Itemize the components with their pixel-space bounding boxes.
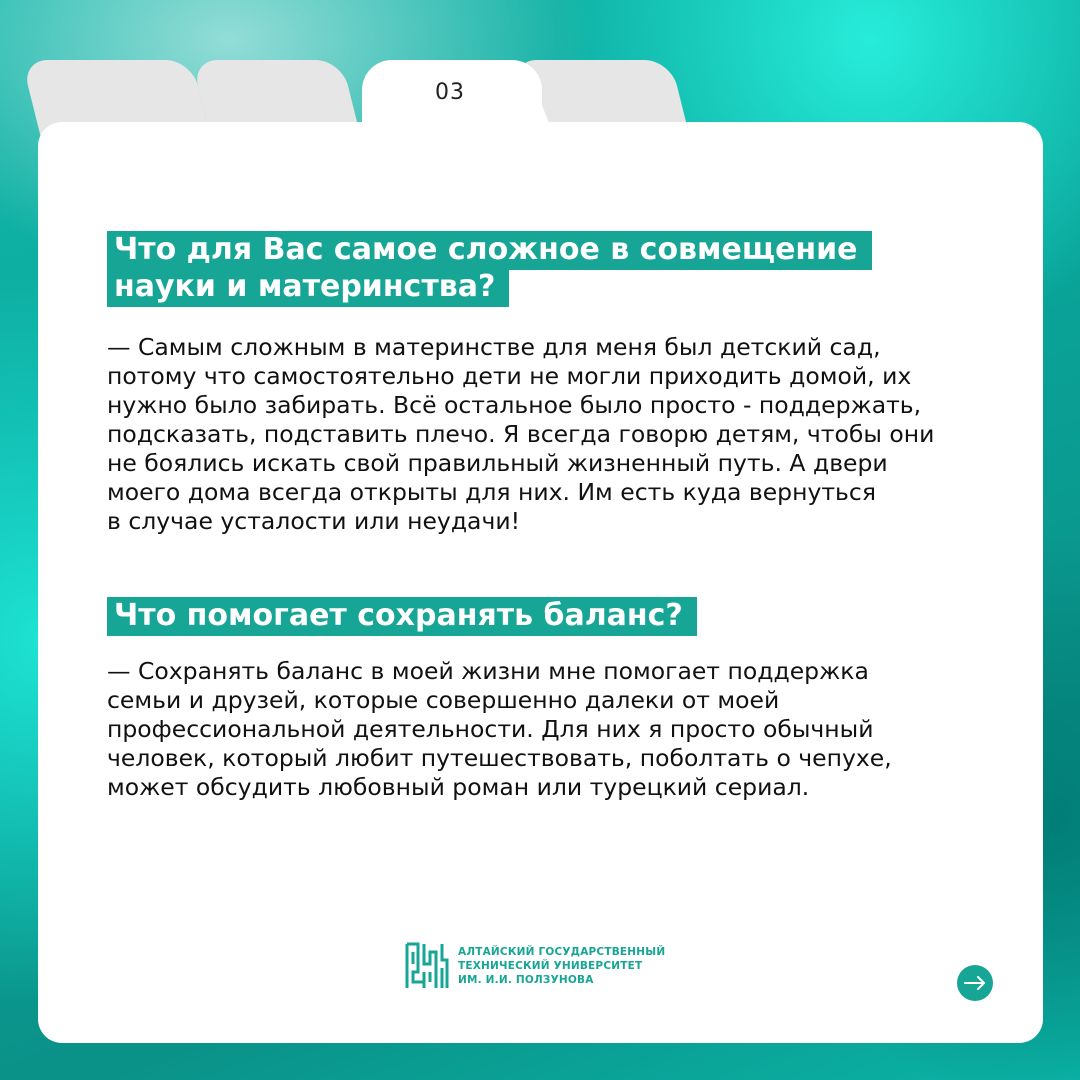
answer-1-line: в случае усталости или неудачи! [107,507,521,535]
answer-1-line: моего дома всегда открыты для них. Им есть куда вернуться [107,478,876,506]
answer-2-line: профессиональной деятельности. Для них я просто обычный [107,715,874,743]
university-name-line-1: АЛТАЙСКИЙ ГОСУДАРСТВЕННЫЙ [458,946,666,958]
answer-2-line: — Сохранять баланс в моей жизни мне помогает поддержка [107,657,869,685]
university-name [458,945,665,987]
university-name-line-2: ТЕХНИЧЕСКИЙ УНИВЕРСИТЕТ [458,960,643,972]
next-button[interactable] [957,965,993,1001]
answer-1-line: не боялись искать свой правильный жизненный путь. А двери [107,449,888,477]
answer-1-line: подсказать, подставить плечо. Я всегда говорю детям, чтобы они [107,420,935,448]
tab-active [362,60,542,150]
arrow-right-icon [964,976,986,990]
answer-2-line: человек, который любит путешествовать, поболтать о чепухе, [107,744,892,772]
answer-paragraph-2 [107,657,957,802]
answer-paragraph-1 [107,333,957,536]
question-heading-2 [107,597,907,634]
university-name-line-3: ИМ. И.И. ПОЛЗУНОВА [458,974,594,986]
question-2-line-1: Что помогает сохранять баланс? [107,597,697,636]
answer-1-line: — Самым сложным в материнстве для меня был детский сад, [107,333,881,361]
university-logo-icon [404,942,450,990]
answer-1-line: нужно было забирать. Всё остальное было просто - поддержать, [107,391,922,419]
answer-2-line: семьи и друзей, которые совершенно далеки от моей [107,686,780,714]
question-heading-1 [107,231,907,305]
answer-1-line: потому что самостоятельно дети не могли приходить домой, их [107,362,912,390]
question-1-line-1: Что для Вас самое сложное в совмещение [107,231,872,270]
tab-active-label: 03 [435,80,465,105]
university-logo [404,942,665,990]
question-1-line-2: науки и материнства? [107,268,509,307]
answer-2-line: может обсудить любовный роман или турецкий сериал. [107,773,810,801]
